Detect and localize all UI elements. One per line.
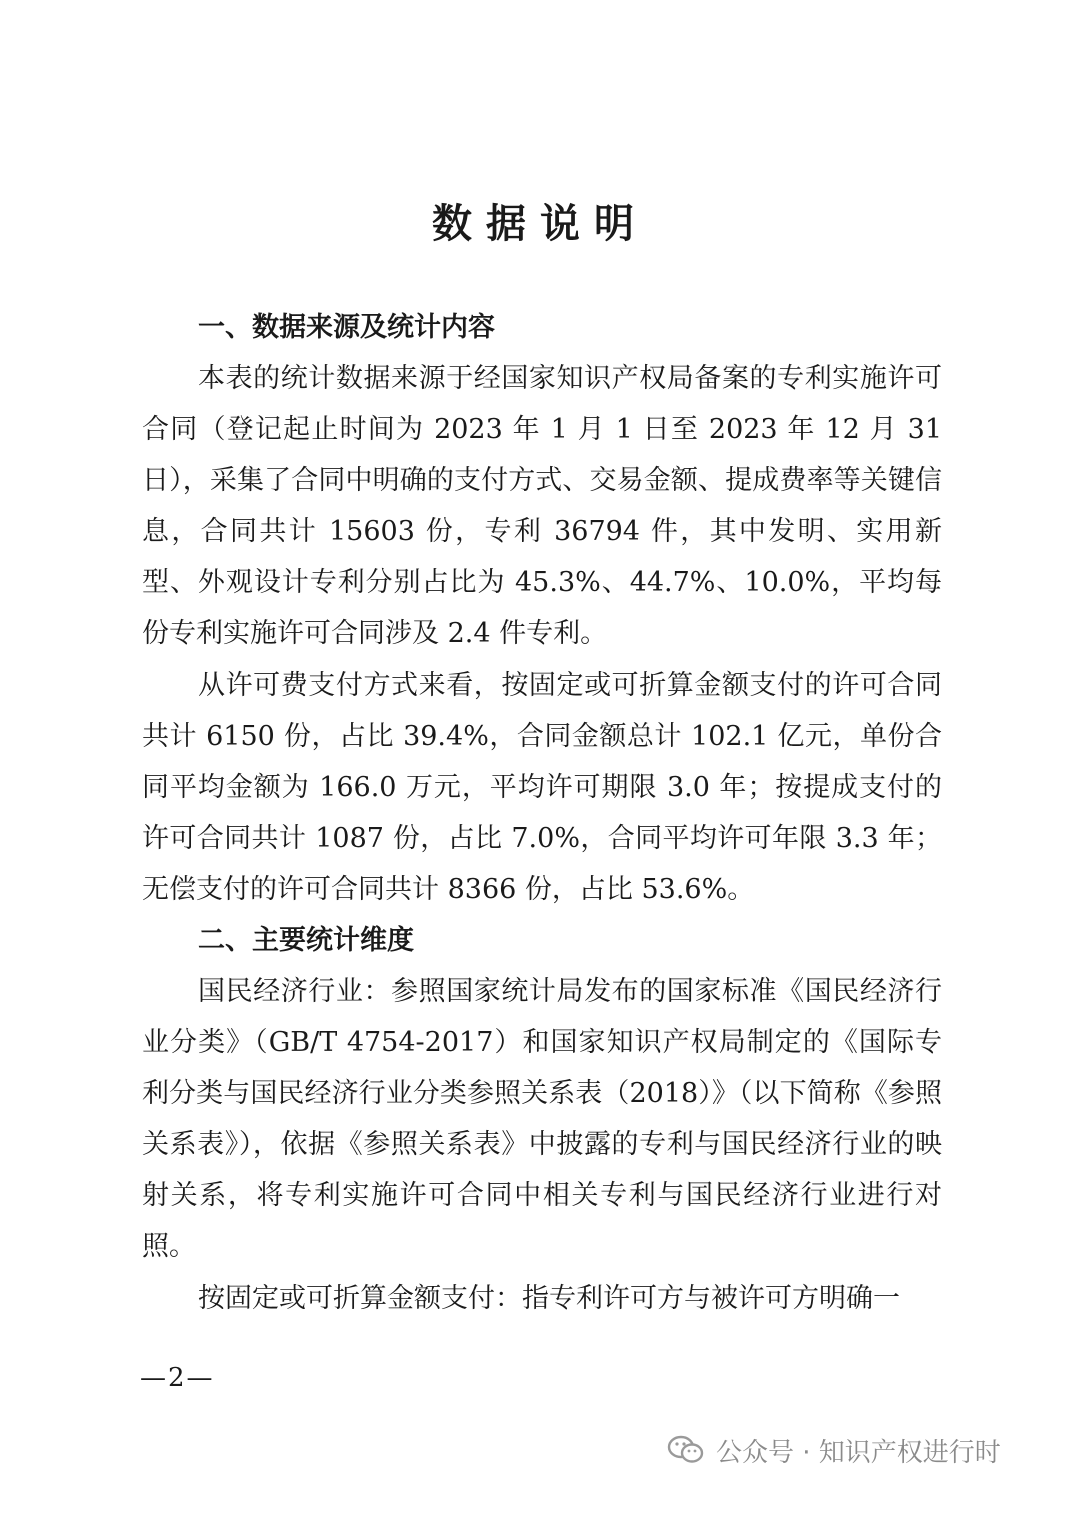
document-body — [142, 302, 942, 1324]
page-number: —2— — [140, 1363, 215, 1393]
document-title: 数据说明 — [432, 201, 648, 247]
paragraph-data-source: 本表的统计数据来源于经国家知识产权局备案的专利实施许可合同（登记起止时间为 2023 年 1 月 1 日至 2023 年 12 月 31 日），采集了合同中明确的支付方式、交易金额、提成费率等关键信息，合同共计 15603 份，专利 36794 件，其中发明、实用新型、外观设计专利分别占比为 45.3%、44.7%、10.0%，平均每份专利实施许可合同涉及 2.4 件专利。 — [142, 363, 942, 649]
paragraph-fixed-payment: 按固定或可折算金额支付：指专利许可方与被许可方明确一 — [198, 1283, 900, 1314]
paragraph-industry: 国民经济行业：参照国家统计局发布的国家标准《国民经济行业分类》（GB/T 4754-2017）和国家知识产权局制定的《国际专利分类与国民经济行业分类参照关系表（2018）》（以下简称《参照关系表》），依据《参照关系表》中披露的专利与国民经济行业的映射关系，将专利实施许可合同中相关专利与国民经济行业进行对照。 — [142, 976, 942, 1262]
wechat-icon — [666, 1434, 706, 1466]
section-heading-dimensions: 二、主要统计维度 — [198, 925, 414, 956]
watermark-text: 公众号 · 知识产权进行时 — [716, 1437, 1001, 1468]
section-heading-data-source: 一、数据来源及统计内容 — [198, 312, 495, 343]
paragraph-payment-methods: 从许可费支付方式来看，按固定或可折算金额支付的许可合同共计 6150 份，占比 39.4%，合同金额总计 102.1 亿元，单份合同平均金额为 166.0 万元，平均许可期限 3.0 年；按提成支付的许可合同共计 1087 份，占比 7.0%，合同平均许可年限 3.3 年；无偿支付的许可合同共计 8366 份，占比 53.6%。 — [142, 670, 942, 905]
watermark — [666, 1430, 1001, 1470]
